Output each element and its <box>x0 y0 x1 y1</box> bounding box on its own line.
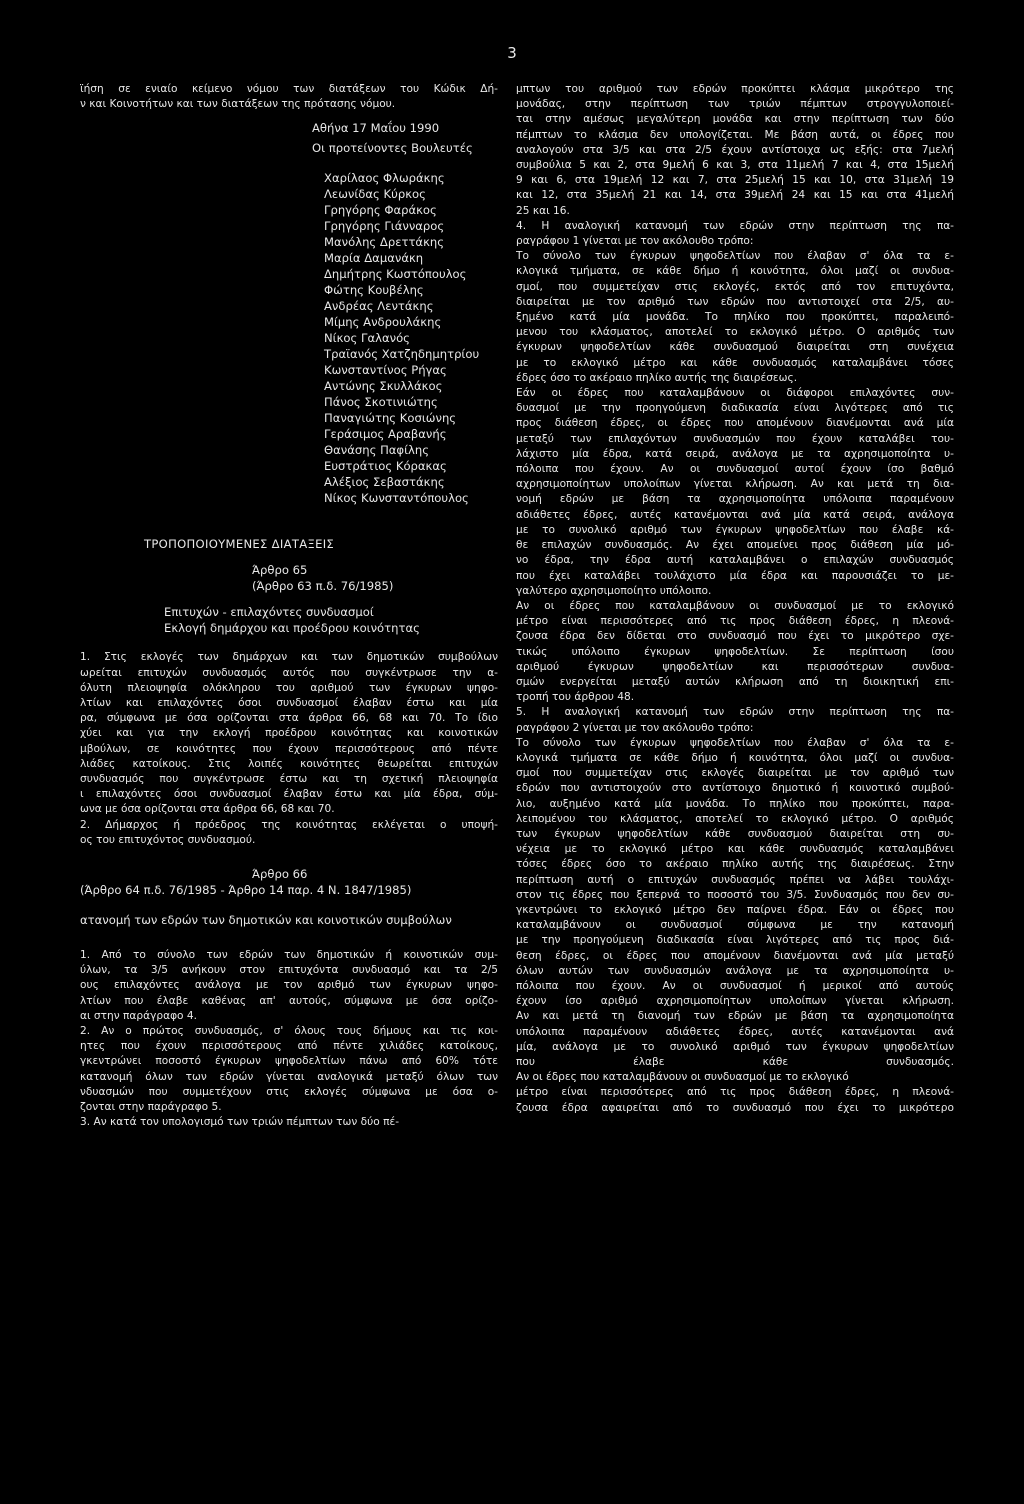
text-line: λτίων και επιλαχόντες όσοι συνδυασμοί έλαβαν έστω και μία <box>80 697 498 710</box>
text-line: όλυτη πλειοψηφία ολόκληρου του αριθμού των έγκυρων ψηφο- <box>80 681 498 694</box>
text-line: σμών ενεργείται μεταξύ αυτών κλήρωση από τη διοικητική επι- <box>516 675 954 688</box>
text-line: 2. Δήμαρχος ή πρόεδρος της κοινότητας εκλέγεται ο υποψή- <box>80 818 498 831</box>
text-line: μβούλων, σε κοινότητες που έχουν περισσότερους από πέντε <box>80 742 498 755</box>
text-line: 25 και 16. <box>516 204 570 217</box>
text-line: υπόλοιπα παραμένουν αδιάθετες έδρες, αυτές κατανέμονται ανά <box>516 1025 954 1038</box>
signatory: Λεωνίδας Κύρκος <box>324 187 426 202</box>
text-line: διαιρείται με τον αριθμό των εδρών που αντιστοιχεί στα 2/5, αυ- <box>516 295 954 308</box>
text-line: κατανομή όλων των εδρών γίνεται αναλογικά μεταξύ όλων των <box>80 1070 498 1083</box>
signatory: Μανόλης Δρεττάκης <box>324 235 445 250</box>
signatory: Γρηγόρης Γιάνναρος <box>324 219 445 234</box>
text-line: που έλαβε κάθε συνδυασμός. <box>516 1056 954 1068</box>
text-line: εδρών που αντιστοιχούν στο αντίστοιχο δημοτικό ή κοινοτικό συμβού- <box>516 782 954 795</box>
text-line: που έχει καταλάβει τουλάχιστο μία έδρα και παρουσιάζει το με- <box>516 569 954 582</box>
text-line: Αν οι έδρες που καταλαμβάνουν οι συνδυασμοί με το εκλογικό <box>516 599 954 612</box>
signatories-heading: Οι προτείνοντες Βουλευτές <box>312 141 473 156</box>
text-line: γκεντρώνει ποσοστό έγκυρων ψηφοδελτίων πάνω από 60% τότε <box>80 1055 498 1068</box>
text-line: ται στην αμέσως μεγαλύτερη μονάδα και στην περίπτωση των δύο <box>516 113 954 126</box>
text-line: 2. Αν ο πρώτος συνδυασμός, σ' όλους τους δήμους και τις κοι- <box>80 1025 498 1038</box>
text-line: λιάδες κατοίκους. Στις λοιπές κοινότητες θεωρείται επιτυχών <box>80 757 498 770</box>
text-line: προς διάθεση έδρες, οι έδρες που απομένουν διανέμονται ανά μία <box>516 417 954 430</box>
text-line: 1. Από το σύνολο των εδρών των δημοτικών ή κοινοτικών συμ- <box>80 949 498 962</box>
text-line: Το σύνολο των έγκυρων ψηφοδελτίων που έλαβαν σ' όλα τα ε- <box>516 736 954 749</box>
text-line: ωρείται επιτυχών συνδυασμός αυτός που συγκέντρωσε την α- <box>80 666 498 679</box>
text-line: κλογικά τμήματα, σε κάθε δήμο ή κοινότητα, όλοι μαζί οι συνδυα- <box>516 265 954 278</box>
text-line: λιο, αυξημένο κατά μία μονάδα. Το πηλίκο που προκύπτει, παρα- <box>516 797 954 810</box>
text-line: λάχιστο μία έδρα, κατά σειρά, ανάλογα με τα αχρησιμοποίητα υ- <box>516 447 954 460</box>
article-66-title: Άρθρο 66 <box>252 867 308 882</box>
text-line: αριθμού έγκυρων ψηφοδελτίων και περισσότερων συνδυα- <box>516 660 954 673</box>
text-line: 4. Η αναλογική κατανομή των εδρών στην περίπτωση της πα- <box>516 219 954 232</box>
text-line: Αν οι έδρες που καταλαμβάνουν οι συνδυασμοί με το εκλογικό <box>516 1071 849 1084</box>
text-line: μία, ανάλογα με το συνολικό αριθμό των έγκυρων ψηφοδελτίων <box>516 1040 954 1053</box>
text-line: Αν και μετά τη διανομή των εδρών με βάση τα αχρησιμοποίητα <box>516 1010 954 1023</box>
article-66-subtitle: ατανομή των εδρών των δημοτικών και κοινοτικών συμβούλων <box>80 913 452 928</box>
signatory: Φώτης Κουβέλης <box>324 283 424 298</box>
text-line: κλογικά τμήματα σε κάθε δήμο ή κοινότητα, όλοι μαζί οι συνδυα- <box>516 751 954 764</box>
text-line: 1. Στις εκλογές των δημάρχων και των δημοτικών συμβούλων <box>80 651 498 664</box>
signatory: Τραϊανός Χατζηδημητρίου <box>324 347 480 362</box>
text-line: με το εκλογικό μέτρο και κάθε συνδυασμός καταλαμβάνει τόσες <box>516 356 954 369</box>
text-line: πόλοιπα που έχουν. Αν οι συνδυασμοί ή μερικοί από αυτούς <box>516 979 954 992</box>
text-line: 9 και 6, στα 19μελή 12 και 7, στα 25μελή 15 και 10, στα 31μελή 19 <box>516 174 954 187</box>
text-line: έχουν ίσο αριθμό αχρησιμοποίητων υπολοίπων γίνεται κλήρωση. <box>516 995 954 1008</box>
text-line: με την προηγούμενη διαδικασία είναι λιγότερες από τις προς διά- <box>516 934 954 947</box>
text-line: και 12, στα 35μελή 21 και 14, στα 39μελή 24 και 15 και στα 41μελή <box>516 189 954 202</box>
signatory: Χαρίλαος Φλωράκης <box>324 171 445 186</box>
text-line: ους επιλαχόντες ανάλογα με τον αριθμό των έγκυρων ψηφο- <box>80 979 498 992</box>
text-line: τροπή του άρθρου 48. <box>516 691 635 704</box>
text-line: ητες που έχουν περισσότερους από πέντε χιλιάδες κατοίκους, <box>80 1040 498 1053</box>
article-65-title: Άρθρο 65 <box>252 563 308 578</box>
text-line: ζουσα έδρα αφαιρείται από το συνδυασμό που έχει το μικρότερο <box>516 1101 954 1114</box>
text-line: νο έδρα, την έδρα αυτή καταλαμβάνει ο επιλαχών συνδυασμός <box>516 554 954 567</box>
text-line: πόλοιπα που έχουν. Αν οι συνδυασμοί αυτοί έχουν ίσο βαθμό <box>516 463 954 476</box>
text-line: ζονται στην παράγραφο 5. <box>80 1101 222 1114</box>
signatory: Πάνος Σκοτινιώτης <box>324 395 438 410</box>
text-line: ραγράφου 2 γίνεται με τον ακόλουθο τρόπο: <box>516 721 754 734</box>
text-line: μπτων του αριθμού των εδρών προκύπτει κλάσμα μικρότερο της <box>516 83 954 95</box>
article-65-paragraph-1 <box>80 650 498 848</box>
text-line: τόσες έδρες όσο το ακέραιο πηλίκο αυτής της διαιρέσεως. Στην <box>516 858 954 871</box>
text-line: ύλων, τα 3/5 ανήκουν στον επιτυχόντα συνδυασμό και τα 2/5 <box>80 964 498 977</box>
text-line: δυασμοί με την προηγούμενη διαδικασία είναι λιγότερες από τις <box>516 402 954 415</box>
text-line: συνδυασμός που συγκέντρωσε έστω και τη σχετική πλειοψηφία <box>80 773 498 786</box>
signatory: Κωνσταντίνος Ρήγας <box>324 363 447 378</box>
signatory: Αλέξιος Σεβαστάκης <box>324 475 445 490</box>
signatory: Μαρία Δαμανάκη <box>324 251 424 266</box>
section-title: ΤΡΟΠΟΠΟΙΟΥΜΕΝΕΣ ΔΙΑΤΑΞΕΙΣ <box>144 537 335 552</box>
text-line: τικώς υπόλοιπο έγκυρων ψηφοδελτίων. Σε περίπτωση ίσου <box>516 645 954 658</box>
text-line: λειπομένου του κλάσματος, αποτελεί το εκλογικό μέτρο. Ο αριθμός <box>516 812 954 825</box>
text-line: πέμπτων το κλάσμα δεν υπολογίζεται. Με βάση αυτά, οι έδρες που <box>516 128 954 141</box>
text-line: των έγκυρων ψηφοδελτίων κάθε συνδυασμού διαιρείται στη συ- <box>516 827 954 840</box>
text-line: θεση έδρες, οι έδρες που απομένουν διανέμονται ανά μία μεταξύ <box>516 949 954 962</box>
signatory: Μίμης Ανδρουλάκης <box>324 315 442 330</box>
text-line: αχρησιμοποίητων υπολοίπων γίνεται κλήρωση. Αν και μετά τη δια- <box>516 478 954 491</box>
text-line: μέτρο είναι περισσότερες από τις προς διάθεση έδρες, η πλεονά- <box>516 615 954 628</box>
text-line: ζουσα έδρα δεν δίδεται στο συνδυασμό που έχει το μικρότερο σχε- <box>516 630 954 643</box>
text-line: ι επιλαχόντες όσοι συνδυασμοί έλαβαν έστω και μία έδρα, σύμ- <box>80 788 498 801</box>
text-line: μέτρο είναι περισσότερες από τις προς διάθεση έδρες, η πλεονά- <box>516 1086 954 1099</box>
text-line: ϊήση σε ενιαίο κείμενο νόμου των διατάξεων του Κώδικ Δή- <box>80 83 498 95</box>
text-line: 5. Η αναλογική κατανομή των εδρών στην περίπτωση της πα- <box>516 706 954 719</box>
article-66-paragraphs <box>80 948 498 1130</box>
text-line: σμοί που συμμετείχαν στις εκλογές διαιρείται με τον αριθμό των <box>516 767 954 780</box>
text-line: ν και Κοινοτήτων και των διατάξεων της πρότασης νόμου. <box>80 98 396 111</box>
article-66-ref: (Άρθρο 64 π.δ. 76/1985 - Άρθρο 14 παρ. 4 Ν. 1847/1985) <box>80 883 412 898</box>
text-line: Το σύνολο των έγκυρων ψηφοδελτίων που έλαβαν σ' όλα τα ε- <box>516 250 954 263</box>
text-line: νέχεια με το εκλογικό μέτρο και κάθε συνδυασμός καταλαμβάνει <box>516 843 954 856</box>
text-line: συμβούλια 5 και 2, στα 9μελή 6 και 3, στα 11μελή 7 και 4, στα 15μελή <box>516 159 954 172</box>
text-line: σμοί, που συμμετείχαν στις εκλογές, εκτός από τον επιτυχόντα, <box>516 280 954 293</box>
text-line: μενου του κλάσματος, αποτελεί το εκλογικό μέτρο. Ο αριθμός των <box>516 326 954 339</box>
article-65-subtitle: Εκλογή δημάρχου και προέδρου κοινότητας <box>164 621 420 636</box>
text-line: αι στην παράγραφο 4. <box>80 1009 198 1022</box>
signatory: Νίκος Κωνσταντόπουλος <box>324 491 469 506</box>
signatory: Αντώνης Σκυλλάκος <box>324 379 443 394</box>
text-line: ρα, σύμφωνα με όσα ορίζονται στα άρθρα 66, 68 και 70. Το ίδιο <box>80 712 498 725</box>
text-line: αναλογούν στα 3/5 και στα 2/5 έχουν αντίστοιχα ως εξής: στα 7μελή <box>516 143 954 156</box>
text-line: νομή εδρών με βάση τα αχρησιμοποίητα υπόλοιπα παραμένουν <box>516 493 954 506</box>
text-line: γαλύτερο αχρησιμοποίητο υπόλοιπο. <box>516 584 712 597</box>
text-line: μεταξύ των επιλαχόντων συνδυασμών που έχουν καταλάβει του- <box>516 432 954 445</box>
text-line: 3. Αν κατά τον υπολογισμό των τριών πέμπτων των δύο πέ- <box>80 1116 400 1129</box>
article-65-subtitle: Επιτυχών - επιλαχόντες συνδυασμοί <box>164 605 374 620</box>
text-line: αδιάθετες έδρες, αυτές κατανέμονται ανά μία κατά σειρά, ανάλογα <box>516 508 954 521</box>
signatory: Παναγιώτης Κοσιώνης <box>324 411 457 426</box>
text-line: ωνα με όσα ορίζονται στα άρθρα 66, 68 και 70. <box>80 803 335 816</box>
text-line: περίπτωση αυτή ο επιτυχών συνδυασμός πρέπει να λάβει τουλάχι- <box>516 873 954 886</box>
signatory: Θανάσης Παφίλης <box>324 443 430 458</box>
text-line: ραγράφου 1 γίνεται με τον ακόλουθο τρόπο: <box>516 235 754 248</box>
text-line: καταλαμβάνουν οι συνδυασμοί σύμφωνα με την κατανομή <box>516 919 954 932</box>
text-line: Εάν οι έδρες που καταλαμβάνουν οι διάφοροι επιλαχόντες συν- <box>516 387 954 400</box>
text-line: στον τις έδρες που ξεπερνά το ποσοστό του 3/5. Συνδυασμός που δεν συ- <box>516 888 954 901</box>
signatory: Ευστράτιος Κόρακας <box>324 459 447 474</box>
text-line: με το συνολικό αριθμό των έγκυρων ψηφοδελτίων που έλαβε κά- <box>516 523 954 536</box>
signatory: Γεράσιμος Αραβανής <box>324 427 447 442</box>
signatory: Γρηγόρης Φαράκος <box>324 203 437 218</box>
text-line: λτίων που έλαβε καθένας απ' αυτούς, σύμφωνα με όσα ορίζο- <box>80 994 498 1007</box>
date-place: Αθήνα 17 Μαΐου 1990 <box>312 121 440 136</box>
article-65-ref: (Άρθρο 63 π.δ. 76/1985) <box>252 579 394 594</box>
text-line: θε επιλαχών συνδυασμός. Αν έχει απομείνει προς διάθεση μία μό- <box>516 539 954 552</box>
signatory: Δημήτρης Κωστόπουλος <box>324 267 467 282</box>
text-line: έδρες όσο το ακέραιο πηλίκο αυτής της διαιρέσεως. <box>516 371 798 384</box>
text-line: χύει και για την εκλογή προέδρου κοινότητας και κοινοτικών <box>80 727 498 740</box>
text-line: όλων αυτών των συνδυασμών ανάλογα με τα αχρησιμοποίητα υ- <box>516 964 954 977</box>
text-line: νδυασμών που συμμετέχουν στις εκλογές σύμφωνα με όσα ο- <box>80 1085 498 1098</box>
page-number: 3 <box>507 44 517 62</box>
signatory: Νίκος Γαλανός <box>324 331 410 346</box>
text-line: ος του επιτυχόντος συνδυασμού. <box>80 833 256 846</box>
text-line: έγκυρων ψηφοδελτίων κάθε συνδυασμού διαιρείται στη συνέχεια <box>516 341 954 354</box>
right-column <box>516 82 954 1116</box>
signatory: Ανδρέας Λεντάκης <box>324 299 434 314</box>
text-line: μονάδας, στην περίπτωση των τριών πέμπτων στρογγυλοποιεί- <box>516 98 954 111</box>
left-column <box>80 82 498 1130</box>
text-line: γκεντρώνει το εκλογικό μέτρο δεν παίρνει έδρα. Εάν οι έδρες που <box>516 903 954 916</box>
signatories-list <box>80 170 498 506</box>
text-line: ξημένο κατά μία μονάδα. Το πηλίκο που προκύπτει, παραλειπό- <box>516 311 954 324</box>
